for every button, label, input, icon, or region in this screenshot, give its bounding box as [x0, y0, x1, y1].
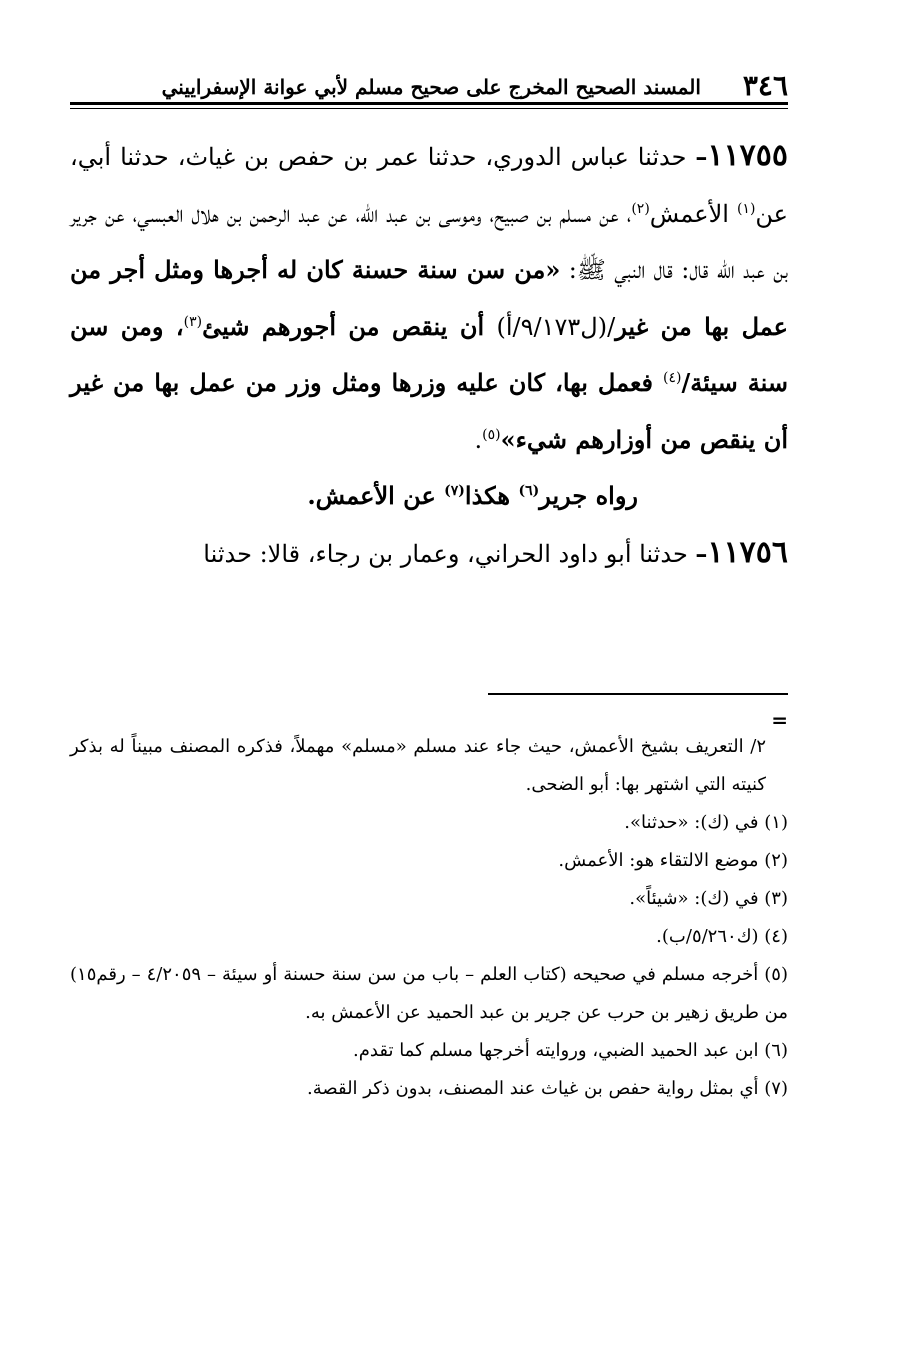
isnad-part-3: ، عن مسلم بن صبيح، وموسى بن عبد الله، عن عبد الرحمن بن هلال العبسي، عن جرير بن عبد الله قال: قال النبي ﷺ:	[70, 199, 788, 284]
footnote-ref-4: (٤)	[663, 370, 682, 386]
footnote-7: (٧) أي بمثل رواية حفص بن غياث عند المصنف، بدون ذكر القصة.	[306, 1078, 788, 1099]
matn-part-1: «من سن سنة حسنة كان له أجرها ومثل أجر من عمل بها من غير	[70, 255, 788, 341]
page-number: ٣٤٦	[742, 69, 788, 102]
isnad-text: حدثنا أبو داود الحراني، وعمار بن رجاء، قالا: حدثنا	[203, 539, 696, 568]
hadith-end: .	[474, 425, 483, 454]
footnote-ref-6: (٦)	[518, 483, 540, 499]
hadith-dash: –	[695, 538, 708, 568]
hadith-number: ١١٧٥٦	[707, 534, 788, 570]
main-text	[70, 128, 788, 582]
hadith-dash: –	[695, 142, 708, 171]
hadith-11755	[70, 128, 788, 468]
isnad-part-1: حدثنا عباس الدوري، حدثنا عمر بن حفص بن غياث، حدثنا أبي، عن	[70, 143, 788, 228]
footnote-6: (٦) ابن عبد الحميد الضبي، وروايته أخرجها مسلم كما تقدم.	[353, 1040, 788, 1061]
hadith-number: ١١٧٥٥	[707, 138, 788, 173]
hadith-11756	[70, 525, 788, 583]
riwaya-line	[70, 468, 788, 525]
footnote-ref-1: (١)	[736, 200, 756, 217]
footnote-ref-2: (٢)	[631, 200, 650, 217]
manuscript-ref: /(ل٩/١٧٣/أ)	[496, 312, 616, 341]
continuation-mark: =	[771, 708, 788, 732]
page-header	[70, 62, 788, 100]
footnote-4: (٤) (ك٥/٢٦٠/ب).	[656, 926, 788, 947]
footnote-ref-3: (٣)	[183, 313, 203, 330]
footnotes	[70, 728, 788, 1108]
footnote-2: (٢) موضع الالتقاء هو: الأعمش.	[558, 850, 788, 871]
matn-part-3: ، ومن سن سنة سيئة/	[70, 311, 788, 397]
matn-part-4: فعمل بها، كان عليه وزرها ومثل وزر من عمل بها من غير أن ينقص من أوزارهم شيء»	[70, 368, 788, 454]
footnote-separator	[488, 693, 788, 695]
riwaya-part-2: هكذا	[464, 481, 519, 510]
footnote-ref-7: (٧)	[444, 483, 465, 499]
footnote-ref-5: (٥)	[482, 426, 501, 443]
header-rule-thin	[70, 108, 788, 109]
riwaya-part-3: عن الأعمش.	[307, 481, 445, 510]
footnote-3: (٣) في (ك): «شيئاً».	[629, 888, 788, 909]
riwaya-part-1: رواه جرير	[539, 481, 638, 510]
running-title: المسند الصحيح المخرج على صحيح مسلم لأبي عوانة الإسفراييني	[161, 75, 701, 99]
matn-part-2: أن ينقص من أجورهم شيئ	[202, 311, 497, 341]
footnote-5: (٥) أخرجه مسلم في صحيحه (كتاب العلم – باب من سن سنة حسنة أو سيئة – ٤/٢٠٥٩ – رقم١٥) من طريق زهير بن حرب عن جرير بن عبد الحميد عن الأعمش به.	[70, 964, 788, 1023]
footnote-1: (١) في (ك): «حدثنا».	[624, 812, 788, 833]
book-page	[70, 0, 788, 1363]
isnad-part-2: الأعمش	[649, 199, 737, 228]
footnote-continued: ٢/ التعريف بشيخ الأعمش، حيث جاء عند مسلم «مسلم» مهملاً، فذكره المصنف مبيناً له بذكر كنيته التي اشتهر بها: أبو الضحى.	[70, 736, 766, 795]
header-rule-thick	[70, 102, 788, 105]
